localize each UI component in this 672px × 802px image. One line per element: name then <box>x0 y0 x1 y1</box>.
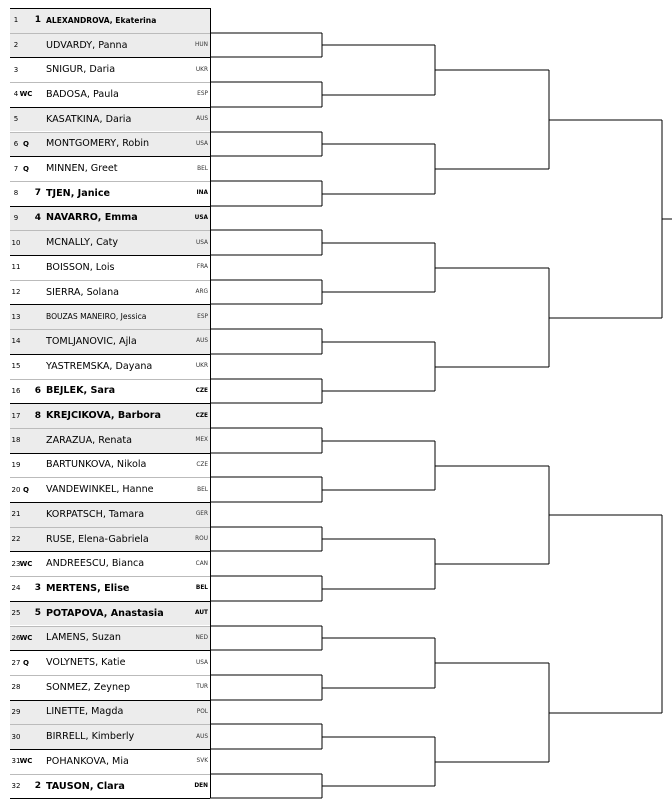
draw-entry-row <box>10 626 210 651</box>
draw-entry-row <box>10 255 210 280</box>
draw-position-number: 12 <box>11 288 21 297</box>
draw-entry-row <box>10 551 210 576</box>
country-code: INA <box>196 190 208 197</box>
entry-tag <box>22 724 30 749</box>
entry-tag <box>22 33 30 58</box>
draw-entry-row <box>10 132 210 157</box>
row-divider <box>10 724 210 725</box>
seed-number <box>30 329 44 354</box>
player-name[interactable]: VANDEWINKEL, Hanne <box>46 484 154 496</box>
row-divider <box>10 601 210 602</box>
draw-position-number: 19 <box>11 460 21 469</box>
row-divider <box>10 576 210 577</box>
entry-tag <box>22 280 30 305</box>
entry-tag <box>22 329 30 354</box>
player-name[interactable]: KREJCIKOVA, Barbora <box>46 410 161 422</box>
country-code: TUR <box>196 684 208 691</box>
seed-number <box>30 551 44 576</box>
row-divider <box>10 428 210 429</box>
seed-number <box>30 626 44 651</box>
draw-entry-row <box>10 700 210 725</box>
draw-entry-row <box>10 8 210 33</box>
row-divider <box>10 650 210 651</box>
player-name[interactable]: TOMLJANOVIC, Ajla <box>46 335 137 347</box>
seed-number: 7 <box>34 188 41 199</box>
row-divider <box>10 206 210 207</box>
seed-number: 2 <box>34 781 41 792</box>
country-code: SVK <box>196 758 208 765</box>
country-code: MEX <box>195 437 208 444</box>
country-code: FRA <box>196 264 208 271</box>
country-code: CAN <box>195 560 208 567</box>
seed-number <box>30 428 44 453</box>
draw-position-number: 7 <box>13 164 19 173</box>
entry-tag <box>22 774 30 799</box>
row-divider <box>10 675 210 676</box>
country-code: USA <box>196 239 208 246</box>
seed-number <box>30 502 44 527</box>
seed-number <box>30 749 44 774</box>
draw-position-number: 30 <box>11 732 21 741</box>
draw-position-number: 32 <box>11 782 21 791</box>
entry-tag <box>22 675 30 700</box>
row-divider <box>10 82 210 83</box>
row-divider <box>10 453 210 454</box>
draw-position-number: 6 <box>13 139 19 148</box>
country-code: POL <box>196 708 208 715</box>
draw-position-number: 21 <box>11 510 21 519</box>
country-code: ROU <box>195 536 208 543</box>
draw-position-number: 22 <box>11 535 21 544</box>
player-name[interactable]: MCNALLY, Caty <box>46 237 119 249</box>
draw-entry-row <box>10 33 210 58</box>
country-code: GER <box>195 511 208 518</box>
draw-entry-row <box>10 181 210 206</box>
entry-tag: Q <box>23 164 29 173</box>
seed-number <box>30 477 44 502</box>
country-code: ARG <box>195 289 208 296</box>
draw-position-number: 11 <box>11 263 21 272</box>
draw-position-number: 16 <box>11 386 21 395</box>
player-name[interactable]: BIRRELL, Kimberly <box>46 731 135 743</box>
entry-tag <box>22 304 30 329</box>
row-divider <box>10 379 210 380</box>
row-divider <box>10 626 210 627</box>
seed-number <box>30 675 44 700</box>
row-divider <box>10 280 210 281</box>
player-name[interactable]: LAMENS, Suzan <box>46 632 121 644</box>
draw-position-number: 31 <box>11 757 21 766</box>
row-divider <box>10 798 210 799</box>
country-code: HUN <box>195 42 208 49</box>
player-name[interactable]: BADOSA, Paula <box>46 88 119 100</box>
country-code: BEL <box>197 165 208 172</box>
draw-entry-row <box>10 453 210 478</box>
row-divider <box>10 354 210 355</box>
player-name[interactable]: ANDREESCU, Bianca <box>46 558 145 570</box>
draw-position-number: 26 <box>11 633 21 642</box>
row-divider <box>10 57 210 58</box>
seed-number <box>30 724 44 749</box>
draw-position-number: 23 <box>11 559 21 568</box>
row-divider <box>10 700 210 701</box>
entry-tag <box>22 403 30 428</box>
player-name[interactable]: ZARAZUA, Renata <box>46 434 132 446</box>
draw-entry-row <box>10 107 210 132</box>
entry-tag: WC <box>19 633 33 642</box>
draw-entry-row <box>10 280 210 305</box>
player-name[interactable]: MONTGOMERY, Robin <box>46 138 150 150</box>
country-code: DEN <box>194 783 208 790</box>
draw-position-number: 9 <box>13 213 19 222</box>
seed-number <box>30 255 44 280</box>
draw-position-number: 29 <box>11 707 21 716</box>
seed-number <box>30 107 44 132</box>
draw-entry-row <box>10 576 210 601</box>
player-name[interactable]: RUSE, Elena-Gabriela <box>46 533 149 545</box>
draw-entry-row <box>10 675 210 700</box>
player-name[interactable]: KASATKINA, Daria <box>46 113 132 125</box>
country-code: AUS <box>196 338 208 345</box>
draw-position-number: 20 <box>11 485 21 494</box>
entry-tag <box>22 181 30 206</box>
player-name[interactable]: SONMEZ, Zeynep <box>46 681 131 693</box>
player-name[interactable]: TAUSON, Clara <box>46 780 125 792</box>
draw-position-number: 28 <box>11 683 21 692</box>
draw-entry-row <box>10 477 210 502</box>
entry-tag: Q <box>23 658 29 667</box>
entry-tag <box>22 230 30 255</box>
draw-position-number: 25 <box>11 609 21 618</box>
entry-tag: Q <box>23 485 29 494</box>
player-name[interactable]: BOUZAS MANEIRO, Jessica <box>46 312 147 322</box>
entry-tag <box>22 8 30 33</box>
seed-number <box>30 230 44 255</box>
seed-number <box>30 280 44 305</box>
player-name[interactable]: MERTENS, Elise <box>46 582 130 594</box>
draw-entry-row <box>10 403 210 428</box>
draw-position-number: 13 <box>11 312 21 321</box>
player-name[interactable]: BOISSON, Lois <box>46 261 115 273</box>
seed-number: 5 <box>34 608 41 619</box>
player-name[interactable]: YASTREMSKA, Dayana <box>46 360 153 372</box>
draw-position-number: 2 <box>13 41 19 50</box>
seed-number <box>30 700 44 725</box>
draw-entry-row <box>10 156 210 181</box>
seed-number <box>30 304 44 329</box>
row-divider <box>10 33 210 34</box>
country-code: AUS <box>196 733 208 740</box>
row-divider <box>10 403 210 404</box>
row-divider <box>10 156 210 157</box>
entry-list-border <box>210 8 211 798</box>
seed-number <box>30 57 44 82</box>
entry-tag <box>22 206 30 231</box>
row-divider <box>10 181 210 182</box>
seed-number <box>30 527 44 552</box>
country-code: ESP <box>197 91 208 98</box>
country-code: USA <box>194 214 208 221</box>
player-name[interactable]: BEJLEK, Sara <box>46 385 116 397</box>
draw-entry-row <box>10 502 210 527</box>
country-code: CZE <box>195 412 208 419</box>
entry-tag <box>22 700 30 725</box>
draw-entry-row <box>10 230 210 255</box>
seed-number: 3 <box>34 583 41 594</box>
draw-entry-row <box>10 329 210 354</box>
draw-position-number: 3 <box>13 65 19 74</box>
row-divider <box>10 304 210 305</box>
row-divider <box>10 551 210 552</box>
draw-position-number: 15 <box>11 362 21 371</box>
country-code: AUS <box>196 116 208 123</box>
row-divider <box>10 749 210 750</box>
seed-number <box>30 453 44 478</box>
entry-tag: WC <box>19 559 33 568</box>
draw-entry-row <box>10 304 210 329</box>
country-code <box>188 8 208 33</box>
draw-position-number: 14 <box>11 337 21 346</box>
seed-number <box>30 354 44 379</box>
seed-number: 1 <box>34 15 41 26</box>
country-code: USA <box>196 659 208 666</box>
seed-number <box>30 156 44 181</box>
entry-tag: Q <box>23 139 29 148</box>
entry-tag <box>22 428 30 453</box>
row-divider <box>10 774 210 775</box>
draw-position-number: 8 <box>13 189 19 198</box>
draw-position-number: 10 <box>11 238 21 247</box>
draw-position-number: 1 <box>13 16 19 25</box>
draw-entry-row <box>10 379 210 404</box>
draw-entry-row <box>10 749 210 774</box>
draw-position-number: 17 <box>11 411 21 420</box>
draw-entry-row <box>10 527 210 552</box>
row-divider <box>10 502 210 503</box>
seed-number: 6 <box>34 385 41 396</box>
draw-position-number: 4 <box>13 90 19 99</box>
country-code: UKR <box>195 66 208 73</box>
entry-tag: WC <box>19 757 33 766</box>
draw-position-number: 27 <box>11 658 21 667</box>
row-divider <box>10 8 210 9</box>
draw-position-number: 24 <box>11 584 21 593</box>
seed-number: 8 <box>34 410 41 421</box>
entry-tag <box>22 57 30 82</box>
player-name[interactable]: SIERRA, Solana <box>46 286 120 298</box>
draw-entry-row <box>10 650 210 675</box>
player-name[interactable]: NAVARRO, Emma <box>46 212 138 224</box>
seed-number <box>30 82 44 107</box>
seed-number: 4 <box>34 212 41 223</box>
seed-number <box>30 132 44 157</box>
player-name[interactable]: VOLYNETS, Katie <box>46 657 126 669</box>
row-divider <box>10 329 210 330</box>
row-divider <box>10 132 210 133</box>
country-code: CZE <box>196 461 208 468</box>
draw-entry-row <box>10 354 210 379</box>
draw-position-number: 18 <box>11 436 21 445</box>
country-code: BEL <box>195 585 208 592</box>
player-name[interactable]: KORPATSCH, Tamara <box>46 508 145 520</box>
player-name[interactable]: LINETTE, Magda <box>46 706 124 718</box>
country-code: BEL <box>197 486 208 493</box>
draw-entry-row <box>10 724 210 749</box>
entry-tag <box>22 453 30 478</box>
entry-tag <box>22 527 30 552</box>
entry-tag <box>22 576 30 601</box>
player-name[interactable]: MINNEN, Greet <box>46 163 118 175</box>
country-code: UKR <box>195 363 208 370</box>
entry-tag <box>22 107 30 132</box>
draw-entry-row <box>10 601 210 626</box>
country-code: USA <box>196 140 208 147</box>
entry-tag <box>22 255 30 280</box>
seed-number <box>30 33 44 58</box>
row-divider <box>10 230 210 231</box>
country-code: AUT <box>195 610 208 617</box>
entry-tag <box>22 354 30 379</box>
draw-position-number: 5 <box>13 115 19 124</box>
draw-entry-row <box>10 82 210 107</box>
entry-tag <box>22 502 30 527</box>
player-name[interactable]: POTAPOVA, Anastasia <box>46 607 164 619</box>
row-divider <box>10 255 210 256</box>
seed-number <box>30 650 44 675</box>
row-divider <box>10 107 210 108</box>
player-name[interactable]: TJEN, Janice <box>46 187 111 199</box>
country-code: CZE <box>195 387 208 394</box>
country-code: NED <box>195 634 208 641</box>
player-name[interactable]: UDVARDY, Panna <box>46 39 128 51</box>
country-code: ESP <box>197 313 208 320</box>
entry-tag: WC <box>19 90 33 99</box>
row-divider <box>10 527 210 528</box>
draw-entry-row <box>10 774 210 799</box>
player-name[interactable]: POHANKOVA, Mia <box>46 755 129 767</box>
entry-tag <box>22 601 30 626</box>
draw-entry-row <box>10 206 210 231</box>
player-name[interactable]: ALEXANDROVA, Ekaterina <box>46 15 157 25</box>
entry-tag <box>22 379 30 404</box>
draw-entry-row <box>10 57 210 82</box>
row-divider <box>10 477 210 478</box>
draw-entry-row <box>10 428 210 453</box>
player-name[interactable]: BARTUNKOVA, Nikola <box>46 459 147 471</box>
player-name[interactable]: SNIGUR, Daria <box>46 64 116 76</box>
